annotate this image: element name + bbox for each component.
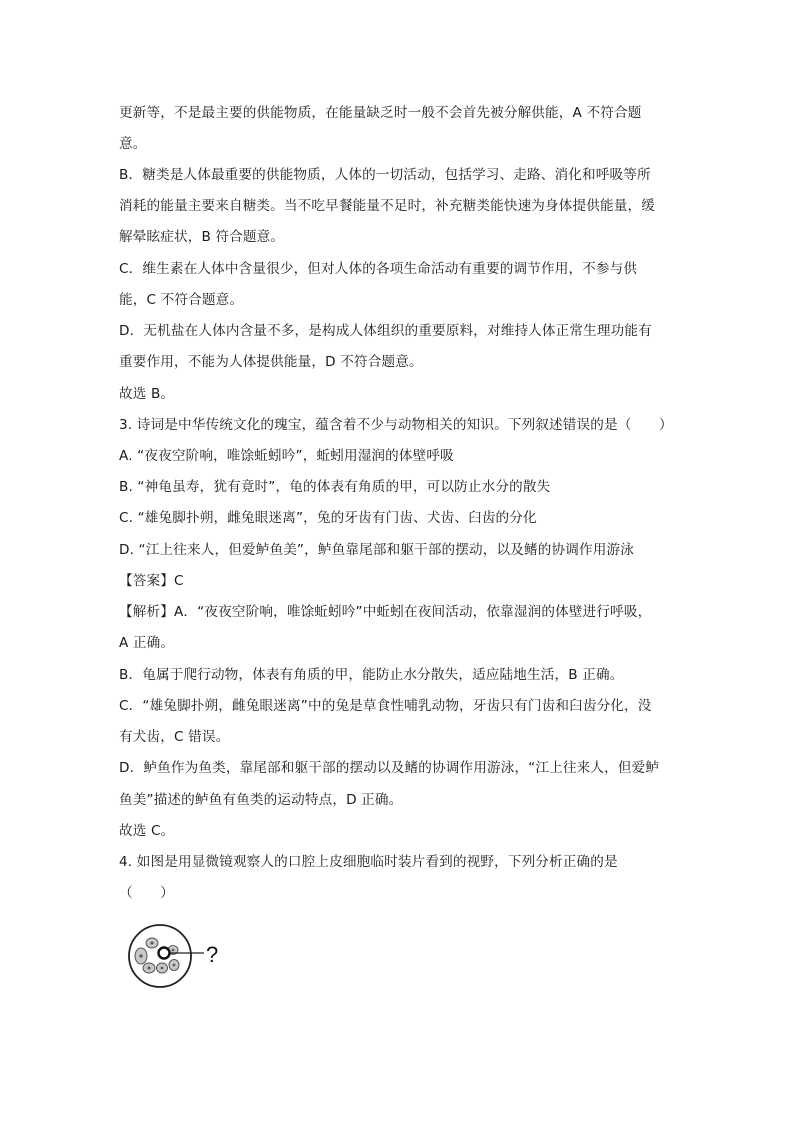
microscope-field-figure	[124, 918, 224, 990]
text-line: 有犬齿，C 错误。	[119, 729, 230, 745]
text-line: 故选 B。	[119, 386, 175, 402]
option-a: A. “夜夜空阶响，唯馀蚯蚓吟”，蚯蚓用湿润的体壁呼吸	[119, 448, 454, 464]
analysis-line: 【解析】A．“夜夜空阶响，唯馀蚯蚓吟”中蚯蚓在夜间活动，依靠湿润的体壁进行呼吸，	[119, 604, 652, 620]
text-line: C．“雄兔脚扑朔，雌兔眼迷离”中的兔是草食性哺乳动物，牙齿只有门齿和臼齿分化，没	[119, 698, 652, 714]
text-line: 解晕眩症状，B 符合题意。	[119, 229, 285, 245]
question-3-stem: 3. 诗词是中华传统文化的瑰宝，蕴含着不少与动物相关的知识。下列叙述错误的是（ ）	[119, 417, 673, 433]
option-d: D. “江上往来人，但爱鲈鱼美”，鲈鱼靠尾部和躯干部的摆动，以及鳍的协调作用游泳	[119, 542, 634, 558]
text-line: B．糖类是人体最重要的供能物质，人体的一切活动，包括学习、走路、消化和呼吸等所	[119, 167, 651, 183]
answer-line: 【答案】C	[119, 573, 184, 589]
text-line: 能，C 不符合题意。	[119, 292, 244, 308]
text-line: 鱼美”描述的鲈鱼有鱼类的运动特点，D 正确。	[119, 792, 403, 808]
text-line: A 正确。	[119, 635, 175, 651]
question-mark-label: ?	[206, 942, 219, 967]
microscope-field-diagram	[124, 918, 224, 990]
air-bubble	[159, 948, 170, 959]
text-line: C．维生素在人体中含量很少，但对人体的各项生命活动有重要的调节作用，不参与供	[119, 261, 638, 277]
text-line: 重要作用，不能为人体提供能量，D 不符合题意。	[119, 354, 423, 370]
text-line: 更新等，不是最主要的供能物质，在能量缺乏时一般不会首先被分解供能，A 不符合题	[119, 105, 642, 121]
text-line: D．无机盐在人体内含量不多，是构成人体组织的重要原料，对维持人体正常生理功能有	[119, 323, 652, 339]
text-line: 意。	[119, 136, 147, 152]
option-b: B. “神龟虽寿，犹有竟时”，龟的体表有角质的甲，可以防止水分的散失	[119, 479, 551, 495]
question-4-stem: 4. 如图是用显微镜观察人的口腔上皮细胞临时装片看到的视野，下列分析正确的是	[119, 854, 618, 870]
text-line: 故选 C。	[119, 823, 175, 839]
answer-blank: （ ）	[119, 885, 174, 901]
text-line: B．龟属于爬行动物，体表有角质的甲，能防止水分散失，适应陆地生活，B 正确。	[119, 667, 624, 683]
option-c: C. “雄兔脚扑朔，雌兔眼迷离”，兔的牙齿有门齿、犬齿、臼齿的分化	[119, 510, 537, 526]
text-line: D．鲈鱼作为鱼类，靠尾部和躯干部的摆动以及鳍的协调作用游泳，“江上往来人，但爱鲈	[119, 760, 660, 776]
text-line: 消耗的能量主要来自糖类。当不吃早餐能量不足时，补充糖类能快速为身体提供能量，缓	[119, 198, 656, 214]
